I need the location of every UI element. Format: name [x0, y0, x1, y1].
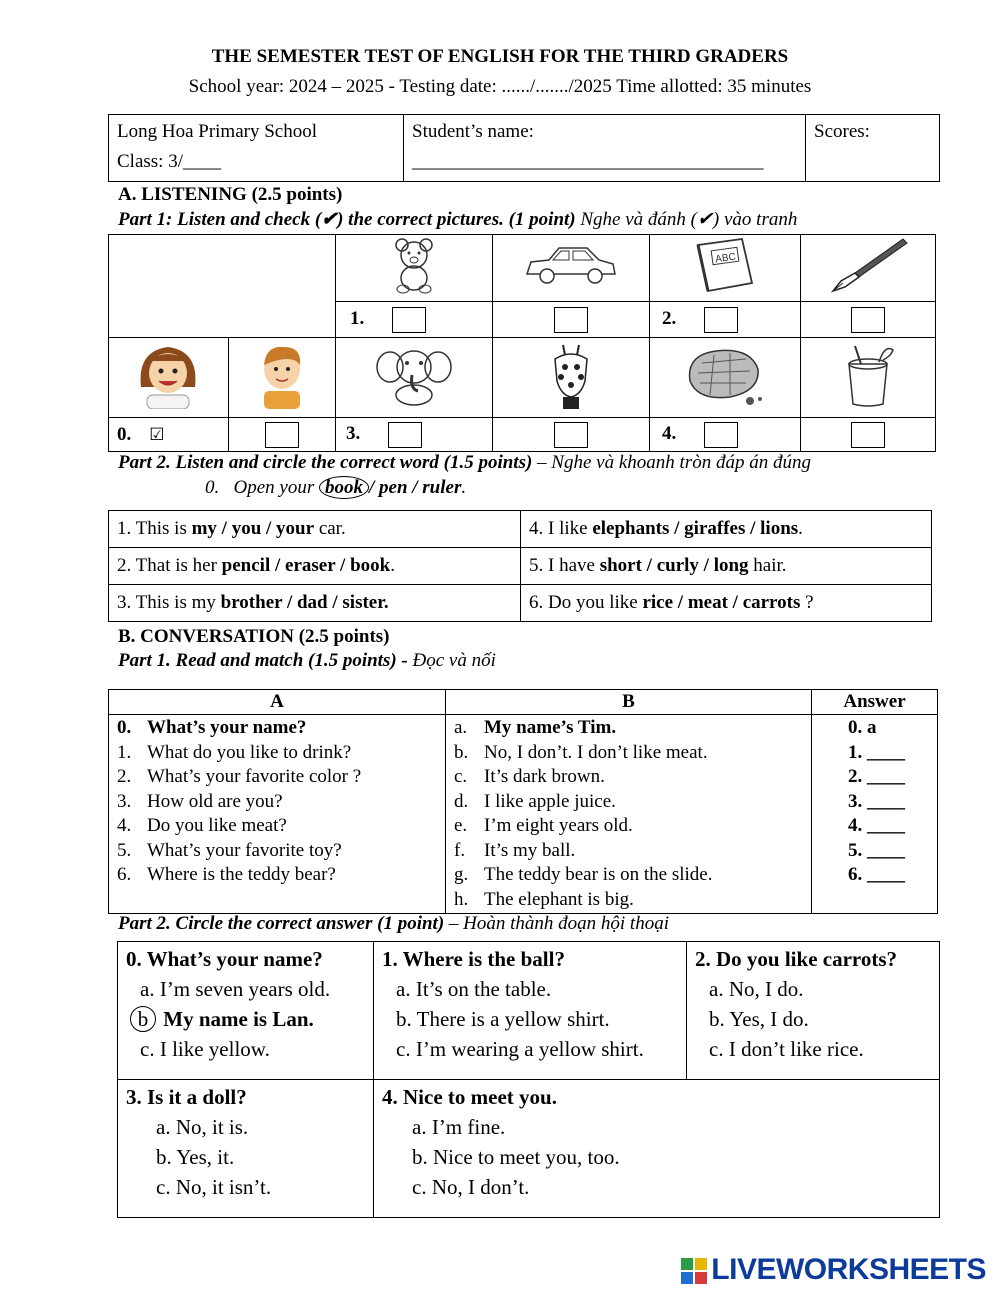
checkbox-pen[interactable]: [851, 307, 885, 333]
boy-picture: [228, 338, 335, 418]
empty-cell: [109, 235, 336, 338]
check-cell-giraffe: [493, 418, 650, 452]
circle-item-1[interactable]: 1. This is my / you / your car.: [109, 511, 521, 548]
checkbox-book[interactable]: [704, 307, 738, 333]
b-item-c: c. It’s dark brown.: [454, 766, 605, 787]
conversation-part2-instructions: [118, 913, 669, 935]
brand-text: LIVEWORKSHEETS: [711, 1253, 986, 1286]
question-1: 1. Where is the ball? a. It’s on the table. b. There is a yellow shirt. c. I’m wearing a yellow shirt.: [374, 942, 687, 1080]
test-title: THE SEMESTER TEST OF ENGLISH FOR THE THIRD GRADERS: [211, 46, 789, 67]
circle-item-6[interactable]: 6. Do you like rice / meat / carrots ?: [521, 585, 932, 622]
b-item-a: a. My name’s Tim.: [454, 717, 617, 738]
checkbox-elephant[interactable]: [388, 422, 422, 448]
student-info-table: [108, 114, 940, 182]
part2-example: [205, 477, 466, 499]
part2-example-pre: Open your: [233, 477, 319, 498]
part1-vn: Nghe và đánh (✔) vào tranh: [575, 209, 798, 230]
question-2: 2. Do you like carrots? a. No, I do. b. Yes, I do. c. I don’t like rice.: [687, 942, 940, 1080]
listening-heading: A. LISTENING (2.5 points): [118, 184, 343, 205]
girl-icon: [133, 341, 203, 409]
a-item-1: 1. What do you like to drink?: [117, 741, 352, 763]
liveworksheets-logo: [681, 1253, 986, 1287]
question-4: 4. Nice to meet you. a. I’m fine. b. Nice to meet you, too. c. No, I don’t.: [374, 1080, 940, 1218]
student-name-cell: [404, 115, 806, 182]
a-item-2: 2. What’s your favorite color ?: [117, 766, 362, 787]
yogurt-icon: [833, 340, 903, 410]
checkbox-meat[interactable]: [704, 422, 738, 448]
book-picture: [650, 235, 801, 302]
conv-part1-label: Part 1. Read and match (1.5 points) -: [118, 650, 413, 671]
example-check-icon: ☑: [149, 424, 165, 444]
part2-example-end: .: [461, 477, 467, 498]
check-cell-yogurt: [801, 418, 936, 452]
conv-part1-vn: Đọc và nối: [412, 650, 496, 671]
check-cell-3: [336, 418, 493, 452]
b-item-b: b. No, I don’t. I don’t like meat.: [454, 741, 708, 763]
circle-item-4[interactable]: 4. I like elephants / giraffes / lions.: [521, 511, 932, 548]
answer-2[interactable]: 2. ____: [848, 766, 905, 787]
giraffe-icon: [541, 341, 601, 409]
check-cell-car: [493, 302, 650, 338]
checkbox-yogurt[interactable]: [851, 422, 885, 448]
elephant-icon: [374, 341, 454, 409]
checkbox-boy[interactable]: [265, 422, 299, 448]
answer-list: [812, 715, 938, 914]
pen-picture: [801, 235, 936, 302]
item-2-label: 2.: [662, 307, 677, 329]
meat-picture: [650, 338, 801, 418]
elephant-picture: [336, 338, 493, 418]
answer-3[interactable]: 3. ____: [848, 790, 905, 812]
test-subtitle: School year: 2024 – 2025 - Testing date: ....../......./2025 Time allotted: 35 minutes: [188, 76, 812, 97]
col-a-list: [109, 715, 446, 914]
a-item-5: 5. What’s your favorite toy?: [117, 839, 342, 861]
circle-item-5[interactable]: 5. I have short / curly / long hair.: [521, 548, 932, 585]
circle-answer-table: [117, 941, 940, 1218]
meat-icon: [680, 341, 770, 409]
scores-label: Scores:: [814, 121, 870, 142]
item-3-label: 3.: [346, 422, 361, 444]
item-1-label: 1.: [350, 307, 365, 329]
check-cell-2: [650, 302, 801, 338]
conversation-part1-instructions: [118, 650, 496, 672]
a-item-4: 4. Do you like meat?: [117, 815, 287, 836]
col-a-header: A: [109, 690, 446, 715]
a-item-6: 6. Where is the teddy bear?: [117, 864, 336, 885]
question-3: 3. Is it a doll? a. No, it is. b. Yes, it. c. No, it isn’t.: [118, 1080, 374, 1218]
part2-example-circled: book: [319, 476, 369, 499]
book-icon: [690, 235, 760, 295]
picture-table: [108, 234, 936, 452]
question-0: 0. What’s your name? a. I’m seven years old. b My name is Lan. c. I like yellow.: [118, 942, 374, 1080]
answer-6[interactable]: 6. ____: [848, 864, 905, 885]
girl-picture: [109, 338, 229, 418]
car-icon: [521, 240, 621, 290]
conv-part2-label: Part 2. Circle the correct answer (1 point): [118, 913, 445, 934]
part1-label: Part 1: Listen and check (✔) the correct pictures. (1 point): [118, 209, 576, 230]
col-answer-header: Answer: [812, 690, 938, 715]
class-field[interactable]: Class: 3/____: [117, 151, 221, 172]
col-b-header: B: [446, 690, 812, 715]
school-cell: [109, 115, 404, 182]
checkbox-teddy-bear[interactable]: [392, 307, 426, 333]
teddy-bear-icon: [384, 235, 444, 295]
check-cell-4: [650, 418, 801, 452]
teddy-bear-picture: [336, 235, 493, 302]
check-cell-pen: [801, 302, 936, 338]
b-item-h: h. The elephant is big.: [454, 888, 634, 910]
b-item-d: d. I like apple juice.: [454, 790, 616, 812]
part2-vn: – Nghe và khoanh tròn đáp án đúng: [532, 452, 811, 473]
item-4-label: 4.: [662, 422, 677, 444]
liveworksheets-icon: [681, 1258, 707, 1284]
answer-5[interactable]: 5. ____: [848, 839, 905, 861]
student-name-label: Student’s name:: [412, 121, 534, 142]
a-item-3: 3. How old are you?: [117, 790, 283, 812]
yogurt-picture: [801, 338, 936, 418]
answer-0: 0. a: [848, 717, 877, 738]
b-item-g: g. The teddy bear is on the slide.: [454, 864, 713, 885]
conversation-heading: B. CONVERSATION (2.5 points): [118, 626, 390, 647]
answer-1[interactable]: 1. ____: [848, 741, 905, 763]
circle-word-table: [108, 510, 932, 622]
circle-item-3[interactable]: 3. This is my brother / dad / sister.: [109, 585, 521, 622]
listening-part1-instructions: [118, 208, 797, 231]
check-cell-1: [336, 302, 493, 338]
match-table: [108, 689, 938, 914]
giraffe-picture: [493, 338, 650, 418]
listening-part2-instructions: [118, 452, 811, 474]
pen-icon: [823, 235, 913, 295]
question-0-answer-b[interactable]: b My name is Lan.: [126, 1004, 365, 1034]
example-cell: [109, 418, 229, 452]
circle-item-2[interactable]: 2. That is her pencil / eraser / book.: [109, 548, 521, 585]
answer-4[interactable]: 4. ____: [848, 815, 905, 836]
boy-icon: [252, 341, 312, 409]
student-name-field[interactable]: _____________________________________: [412, 151, 764, 172]
b-item-f: f. It’s my ball.: [454, 839, 576, 861]
part2-example-rest: / pen / ruler: [368, 477, 462, 498]
check-cell-boy: [228, 418, 335, 452]
checkbox-car[interactable]: [554, 307, 588, 333]
part2-example-num: 0.: [205, 477, 220, 498]
a-item-0: 0. What’s your name?: [117, 717, 307, 738]
checkbox-giraffe[interactable]: [554, 422, 588, 448]
conv-part2-vn: – Hoàn thành đoạn hội thoại: [444, 913, 669, 934]
b-item-e: e. I’m eight years old.: [454, 815, 633, 836]
part2-label: Part 2. Listen and circle the correct word (1.5 points): [118, 452, 533, 473]
col-b-list: [446, 715, 812, 914]
example-label: 0.: [117, 423, 132, 445]
school-name: Long Hoa Primary School: [117, 121, 318, 142]
car-picture: [493, 235, 650, 302]
book-cover-text: ABC: [714, 251, 737, 266]
scores-cell: [806, 115, 940, 182]
